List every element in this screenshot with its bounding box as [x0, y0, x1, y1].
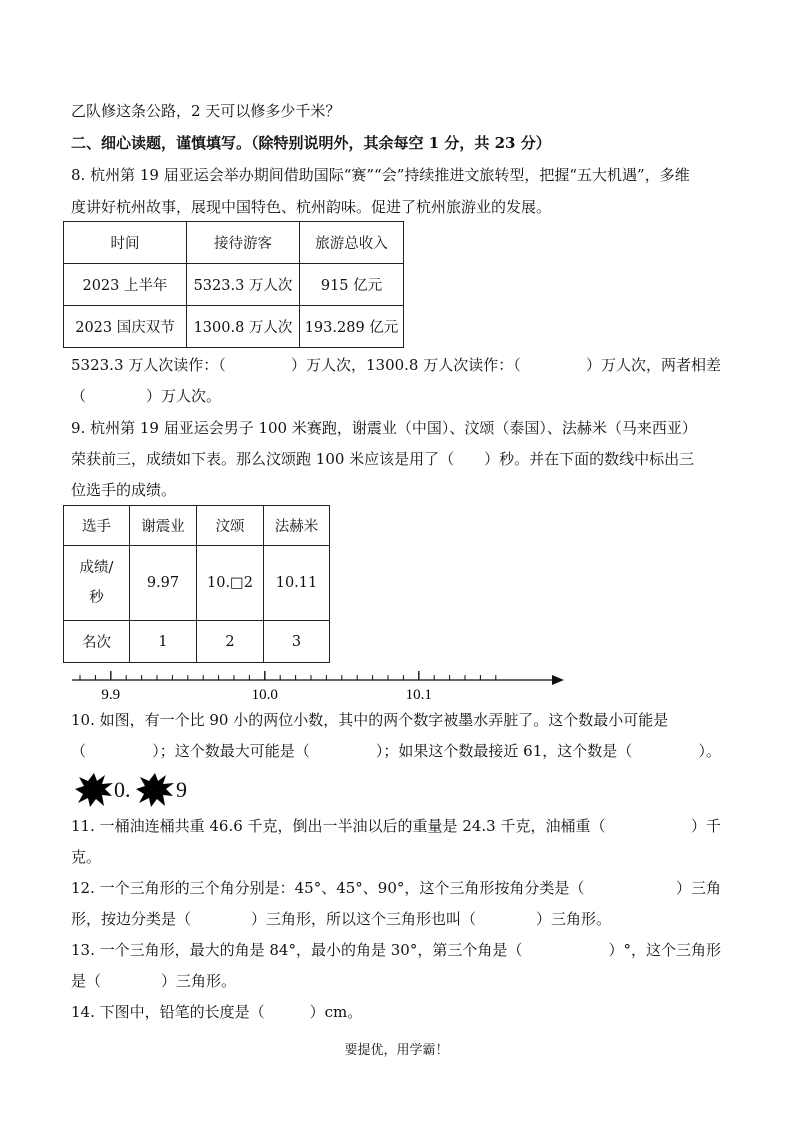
table-header-cell: 谢震业: [130, 506, 197, 546]
number-line: [70, 668, 570, 704]
q12-blank-prompt-1: 12. 一个三角形的三个角分别是：45°、45°、90°，这个三角形按角分类是（: [71, 879, 585, 897]
q10-figure-digit: 9: [176, 777, 187, 802]
q13-text-line2: 是（ ）三角形。: [71, 972, 237, 990]
q10-figure-decimal: 0.: [114, 777, 131, 802]
q13-text-line1: [71, 940, 721, 960]
q8-answer-line1: [71, 355, 721, 375]
q10-blank-prompt-1: （: [71, 742, 87, 760]
q12-blank-prompt-2: ）三角: [675, 879, 721, 897]
table-row: [64, 546, 330, 621]
question-7-tail: 乙队修这条公路，2 天可以修多少千米？: [71, 102, 341, 120]
score-unit: 秒: [89, 590, 104, 606]
q11-text-line2: 克。: [71, 848, 102, 866]
table-cell: 10.11: [264, 546, 330, 621]
q8-answer-line2: （ ）万人次。: [71, 387, 222, 405]
q8-blank-prompt-1: 5323.3 万人次读作：（: [71, 356, 226, 374]
table-row: [64, 264, 404, 306]
section-2-heading: 二、细心读题，谨慎填写。（除特别说明外，其余每空 1 分，共 23 分）: [71, 134, 551, 152]
table-cell: 3: [264, 621, 330, 663]
number-line-arrow: [552, 675, 564, 685]
table-header-cell: 旅游总收入: [300, 222, 404, 264]
q10-blank-prompt-4: ）。: [698, 742, 721, 760]
table-cell: 10.□2: [197, 546, 264, 621]
table-header-cell: 时间: [64, 222, 187, 264]
q12-text-line2: 形，按边分类是（ ）三角形，所以这个三角形也叫（ ）三角形。: [71, 910, 612, 928]
q9-text-line3: 位选手的成绩。: [71, 481, 177, 499]
ink-blot-icon: [135, 772, 175, 808]
table-cell: 2023 国庆双节: [64, 306, 187, 348]
table-cell: [64, 546, 130, 621]
q10-text-line1: 10. 如图，有一个比 90 小的两位小数，其中的两个数字被墨水弄脏了。这个数最小可能是: [71, 711, 669, 729]
table-cell: 193.289 亿元: [300, 306, 404, 348]
number-line-label: 10.1: [405, 687, 432, 703]
table-cell: 名次: [64, 621, 130, 663]
q9-text-line2: 荣获前三，成绩如下表。那么汶颂跑 100 米应该是用了（ ）秒。并在下面的数线中标出三: [71, 450, 695, 468]
q9-text-line1: 9. 杭州第 19 届亚运会男子 100 米赛跑，谢震业（中国）、汶颂（泰国）、法赫米（马来西亚）: [71, 419, 697, 437]
table-header-cell: 选手: [64, 506, 130, 546]
q8-blank-prompt-2: ）万人次，1300.8 万人次读作：（: [290, 356, 521, 374]
q10-text-line2: [71, 741, 721, 761]
q11-blank-prompt-2: ）千: [690, 817, 721, 835]
score-label: 成绩/: [79, 560, 114, 576]
table-header-cell: 法赫米: [264, 506, 330, 546]
number-line-label: 9.9: [101, 687, 121, 703]
table-row: [64, 621, 330, 663]
table-header-cell: 接待游客: [187, 222, 300, 264]
q12-text-line1: [71, 878, 721, 898]
number-line-ticks: [80, 671, 496, 680]
q8-blank-prompt-3: ）万人次，两者相差: [585, 356, 721, 374]
q8-text-line1: 8. 杭州第 19 届亚运会举办期间借助国际“赛”“会”持续推进文旅转型，把握“五大机遇”，多维: [71, 166, 690, 184]
q11-blank-prompt-1: 11. 一桶油连桶共重 46.6 千克，倒出一半油以后的重量是 24.3 千克，油桶重（: [71, 817, 606, 835]
q8-text-line2: 度讲好杭州故事，展现中国特色、杭州韵味。促进了杭州旅游业的发展。: [71, 198, 552, 216]
table-cell: 915 亿元: [300, 264, 404, 306]
table-cell: 1: [130, 621, 197, 663]
table-row: [64, 306, 404, 348]
table-cell: 2: [197, 621, 264, 663]
table-row: [64, 506, 330, 546]
q11-text-line1: [71, 816, 721, 836]
table-header-cell: 汶颂: [197, 506, 264, 546]
q10-blank-prompt-3: ）；如果这个数最接近 61，这个数是（: [375, 742, 633, 760]
table-cell: 5323.3 万人次: [187, 264, 300, 306]
table-cell: 9.97: [130, 546, 197, 621]
q9-results-table: [63, 505, 330, 663]
table-row: [64, 222, 404, 264]
page-footer: 要提优，用学霸！: [344, 1043, 449, 1058]
ink-blot-icon: [74, 772, 114, 808]
q8-tourism-table: [63, 221, 404, 348]
table-cell: 1300.8 万人次: [187, 306, 300, 348]
table-cell: 2023 上半年: [64, 264, 187, 306]
q10-blank-prompt-2: ）；这个数最大可能是（: [152, 742, 310, 760]
q14-text-line1: 14. 下图中，铅笔的长度是（ ）cm。: [71, 1003, 363, 1021]
q13-blank-prompt-1: 13. 一个三角形，最大的角是 84°，最小的角是 30°，第三个角是（: [71, 941, 523, 959]
q13-blank-prompt-2: ）°，这个三角形: [608, 941, 721, 959]
number-line-label: 10.0: [251, 687, 278, 703]
